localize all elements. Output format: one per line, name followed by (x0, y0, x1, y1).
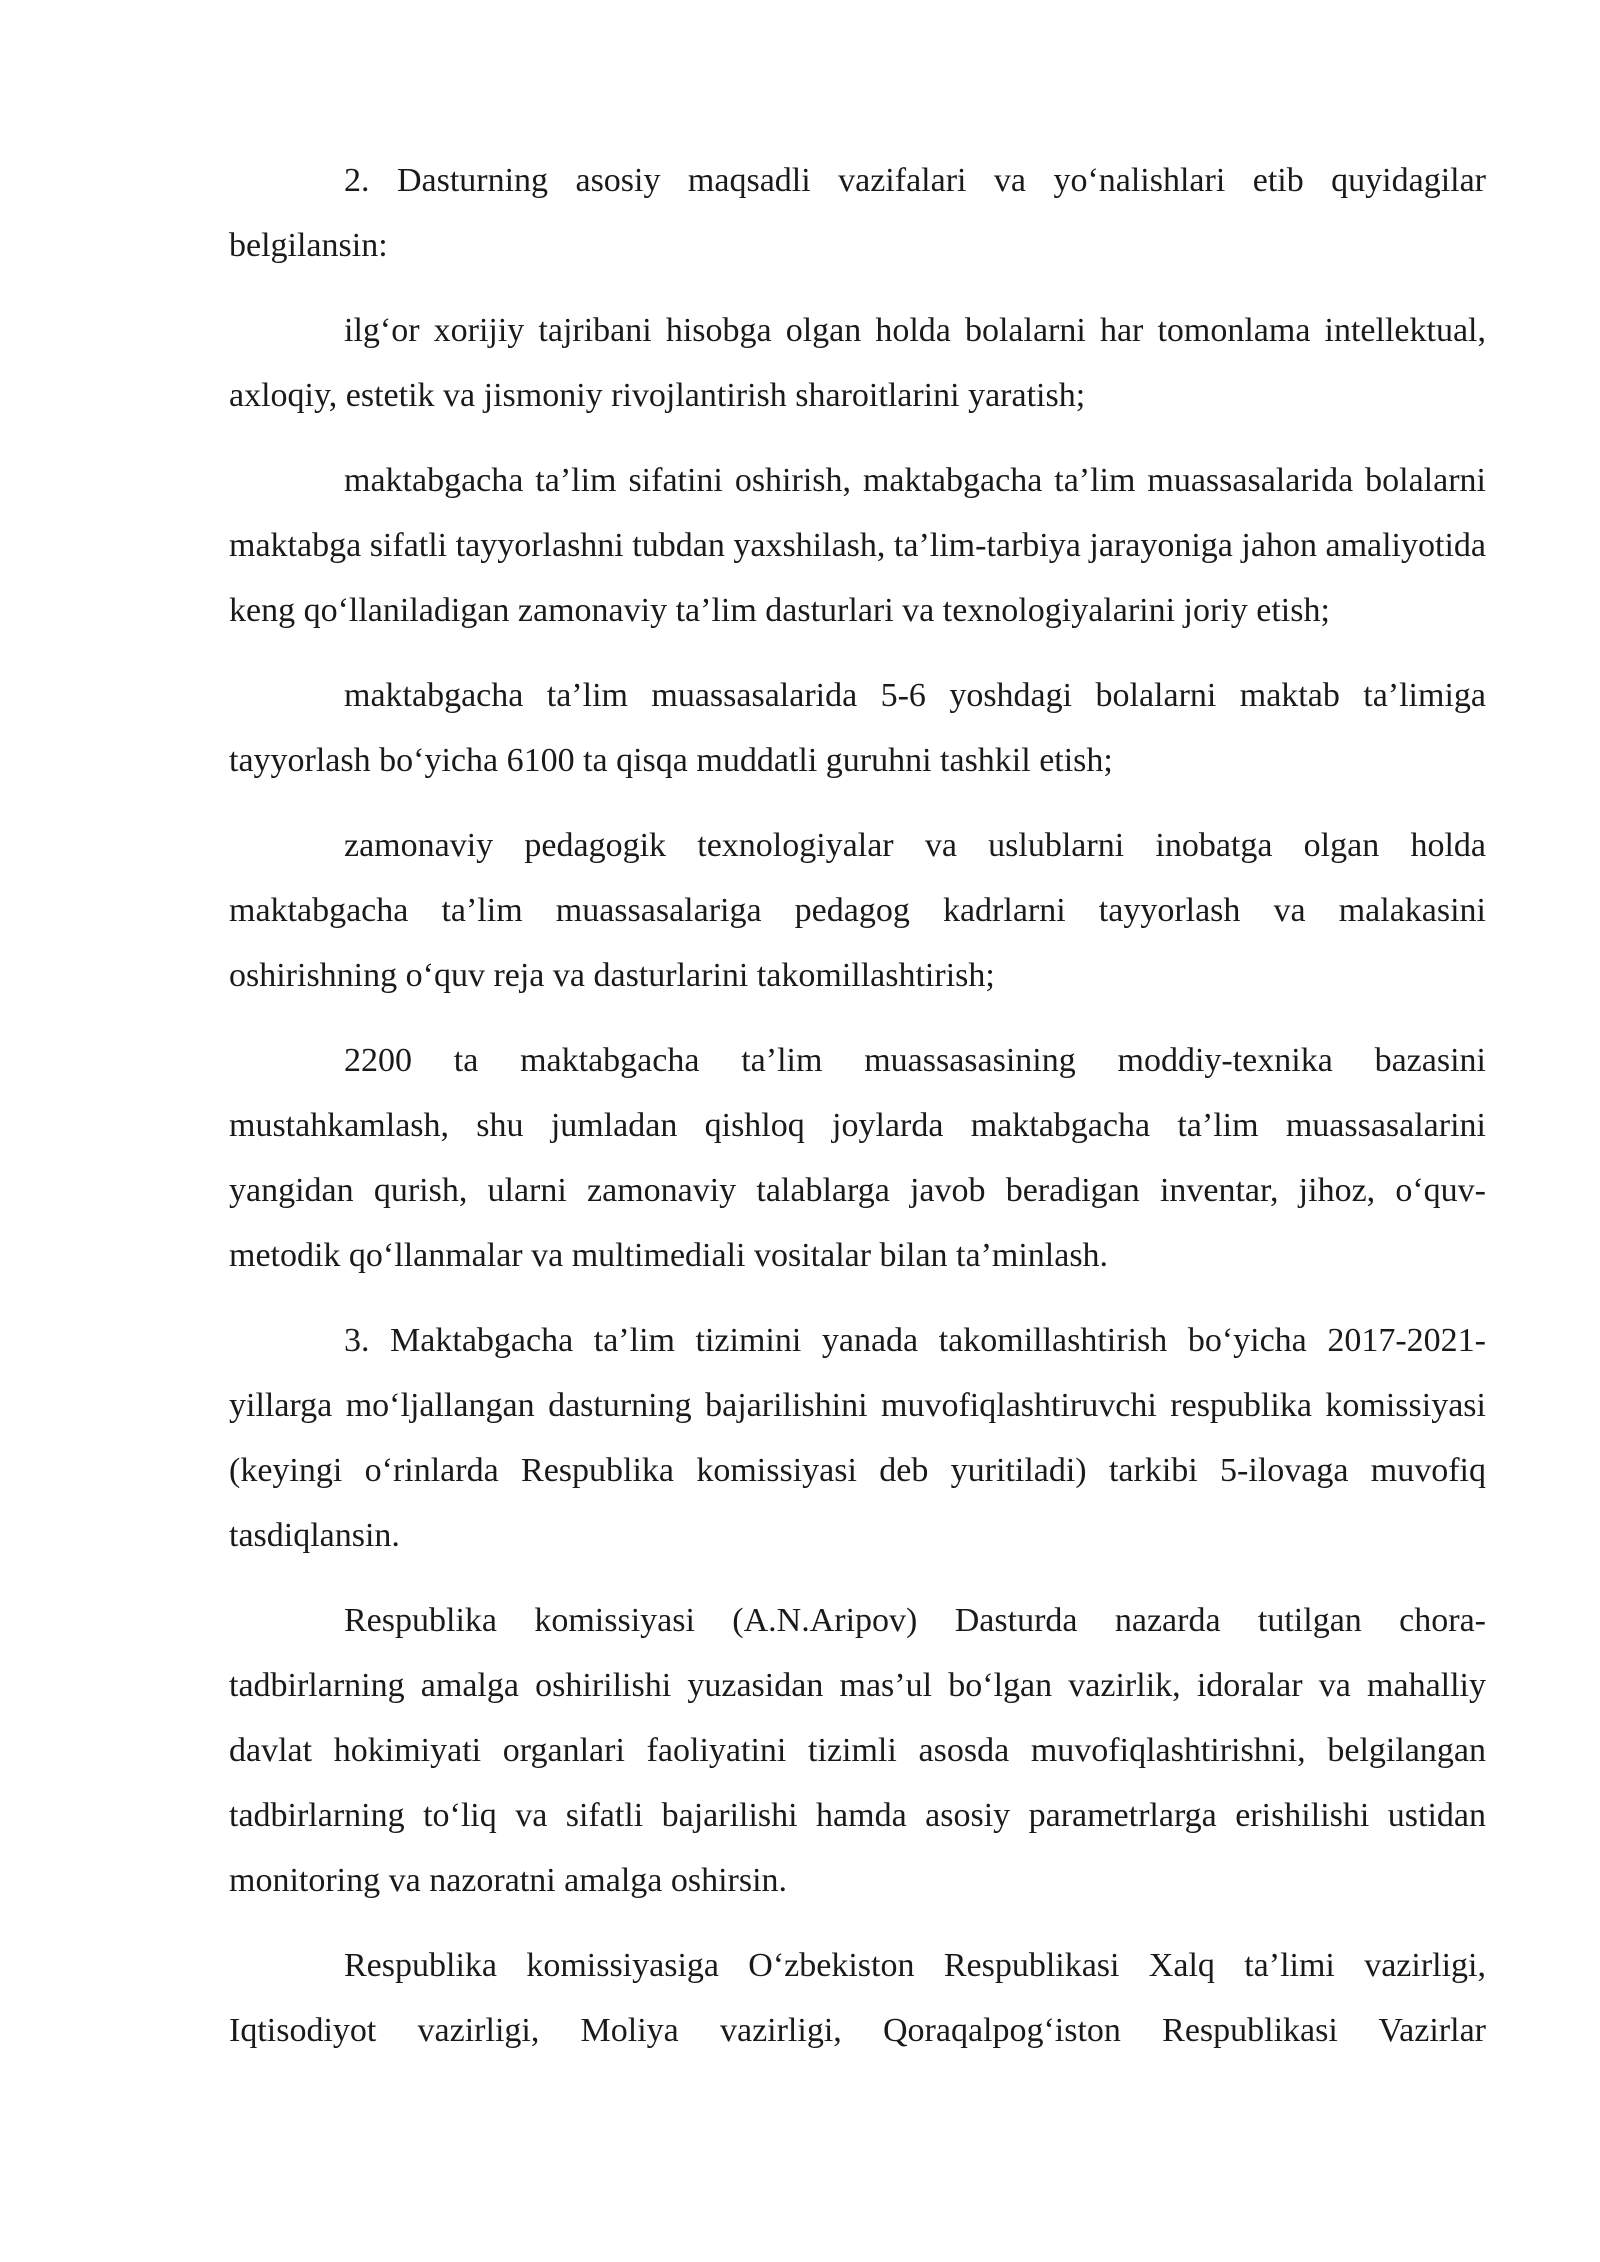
paragraph-pedagogical-training: zamonaviy pedagogik texnologiyalar va uslublarni inobatga olgan holda maktabgacha ta’lim muassasalariga pedagog kadrlarni tayyorlash va malakasini oshirishning o‘quv reja va dasturlarini takomillashtirish; (229, 827, 1486, 994)
paragraph-short-term-groups: maktabgacha ta’lim muassasalarida 5-6 yoshdagi bolalarni maktab ta’limiga tayyorlash bo‘yicha 6100 ta qisqa muddatli guruhni tashkil etish; (229, 677, 1486, 779)
paragraph-item-2: 2. Dasturning asosiy maqsadli vazifalari va yo‘nalishlari etib quyidagilar belgilansin: (229, 162, 1486, 264)
paragraph-item-3: 3. Maktabgacha ta’lim tizimini yanada takomillashtirish bo‘yicha 2017-2021-yillarga mo‘ljallangan dasturning bajarilishini muvofiqlashtiruvchi respublika komissiyasi (keyingi o‘rinlarda Respublika komissiyasi deb yuritiladi) tarkibi 5-ilovaga muvofiq tasdiqlansin. (229, 1322, 1486, 1554)
paragraph-commission-duties: Respublika komissiyasi (A.N.Aripov) Dasturda nazarda tutilgan chora-tadbirlarning amalga oshirilishi yuzasidan mas’ul bo‘lgan vazirlik, idoralar va mahalliy davlat hokimiyati organlari faoliyatini tizimli asosda muvofiqlashtirishni, belgilangan tadbirlarning to‘liq va sifatli bajarilishi hamda asosiy parametrlarga erishilishi ustidan monitoring va nazoratni amalga oshirsin. (229, 1602, 1486, 1899)
document-body (229, 148, 1486, 2083)
paragraph-commission-members: Respublika komissiyasiga O‘zbekiston Respublikasi Xalq ta’limi vazirligi, Iqtisodiyot vazirligi, Moliya vazirligi, Qoraqalpog‘iston Respublikasi Vazirlar (229, 1947, 1486, 2049)
paragraph-material-base: 2200 ta maktabgacha ta’lim muassasasining moddiy-texnika bazasini mustahkamlash, shu jumladan qishloq joylarda maktabgacha ta’lim muassasalarini yangidan qurish, ularni zamonaviy talablarga javob beradigan inventar, jihoz, o‘quv-metodik qo‘llanmalar va multimediali vositalar bilan ta’minlash. (229, 1042, 1486, 1274)
paragraph-advanced-experience: ilg‘or xorijiy tajribani hisobga olgan holda bolalarni har tomonlama intellektual, axloqiy, estetik va jismoniy rivojlantirish sharoitlarini yaratish; (229, 312, 1486, 414)
paragraph-quality-improvement: maktabgacha ta’lim sifatini oshirish, maktabgacha ta’lim muassasalarida bolalarni maktabga sifatli tayyorlashni tubdan yaxshilash, ta’lim-tarbiya jarayoniga jahon amaliyotida keng qo‘llaniladigan zamonaviy ta’lim dasturlari va texnologiyalarini joriy etish; (229, 462, 1486, 629)
